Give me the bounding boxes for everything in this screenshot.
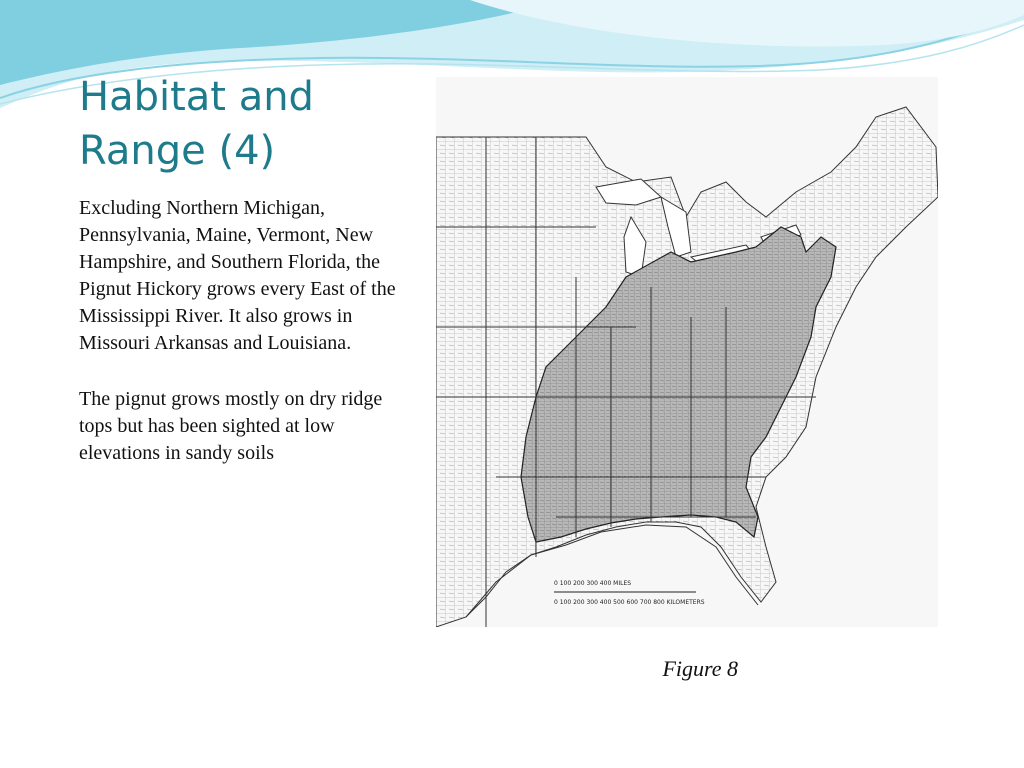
slide-title: Habitat and Range (4) [79,74,314,174]
range-map-figure [436,77,938,627]
slide-body [79,195,399,496]
scale-miles: 0 100 200 300 400 MILES [554,580,632,587]
paragraph-habitat: The pignut grows mostly on dry ridge tops but has been sighted at low elevations in sandy soils [79,388,383,464]
map-scale-bar [554,580,705,606]
range-map-image [436,77,938,627]
paragraph-range: Excluding Northern Michigan, Pennsylvania, Maine, Vermont, New Hampshire, and Southern Florida, the Pignut Hickory grows every East of the Mississippi River. It also grows in Missouri Arkansas and Louisiana. [79,197,396,354]
scale-kilometers: 0 100 200 300 400 500 600 700 800 KILOMETERS [554,599,705,606]
figure-caption: Figure 8 [662,656,738,681]
